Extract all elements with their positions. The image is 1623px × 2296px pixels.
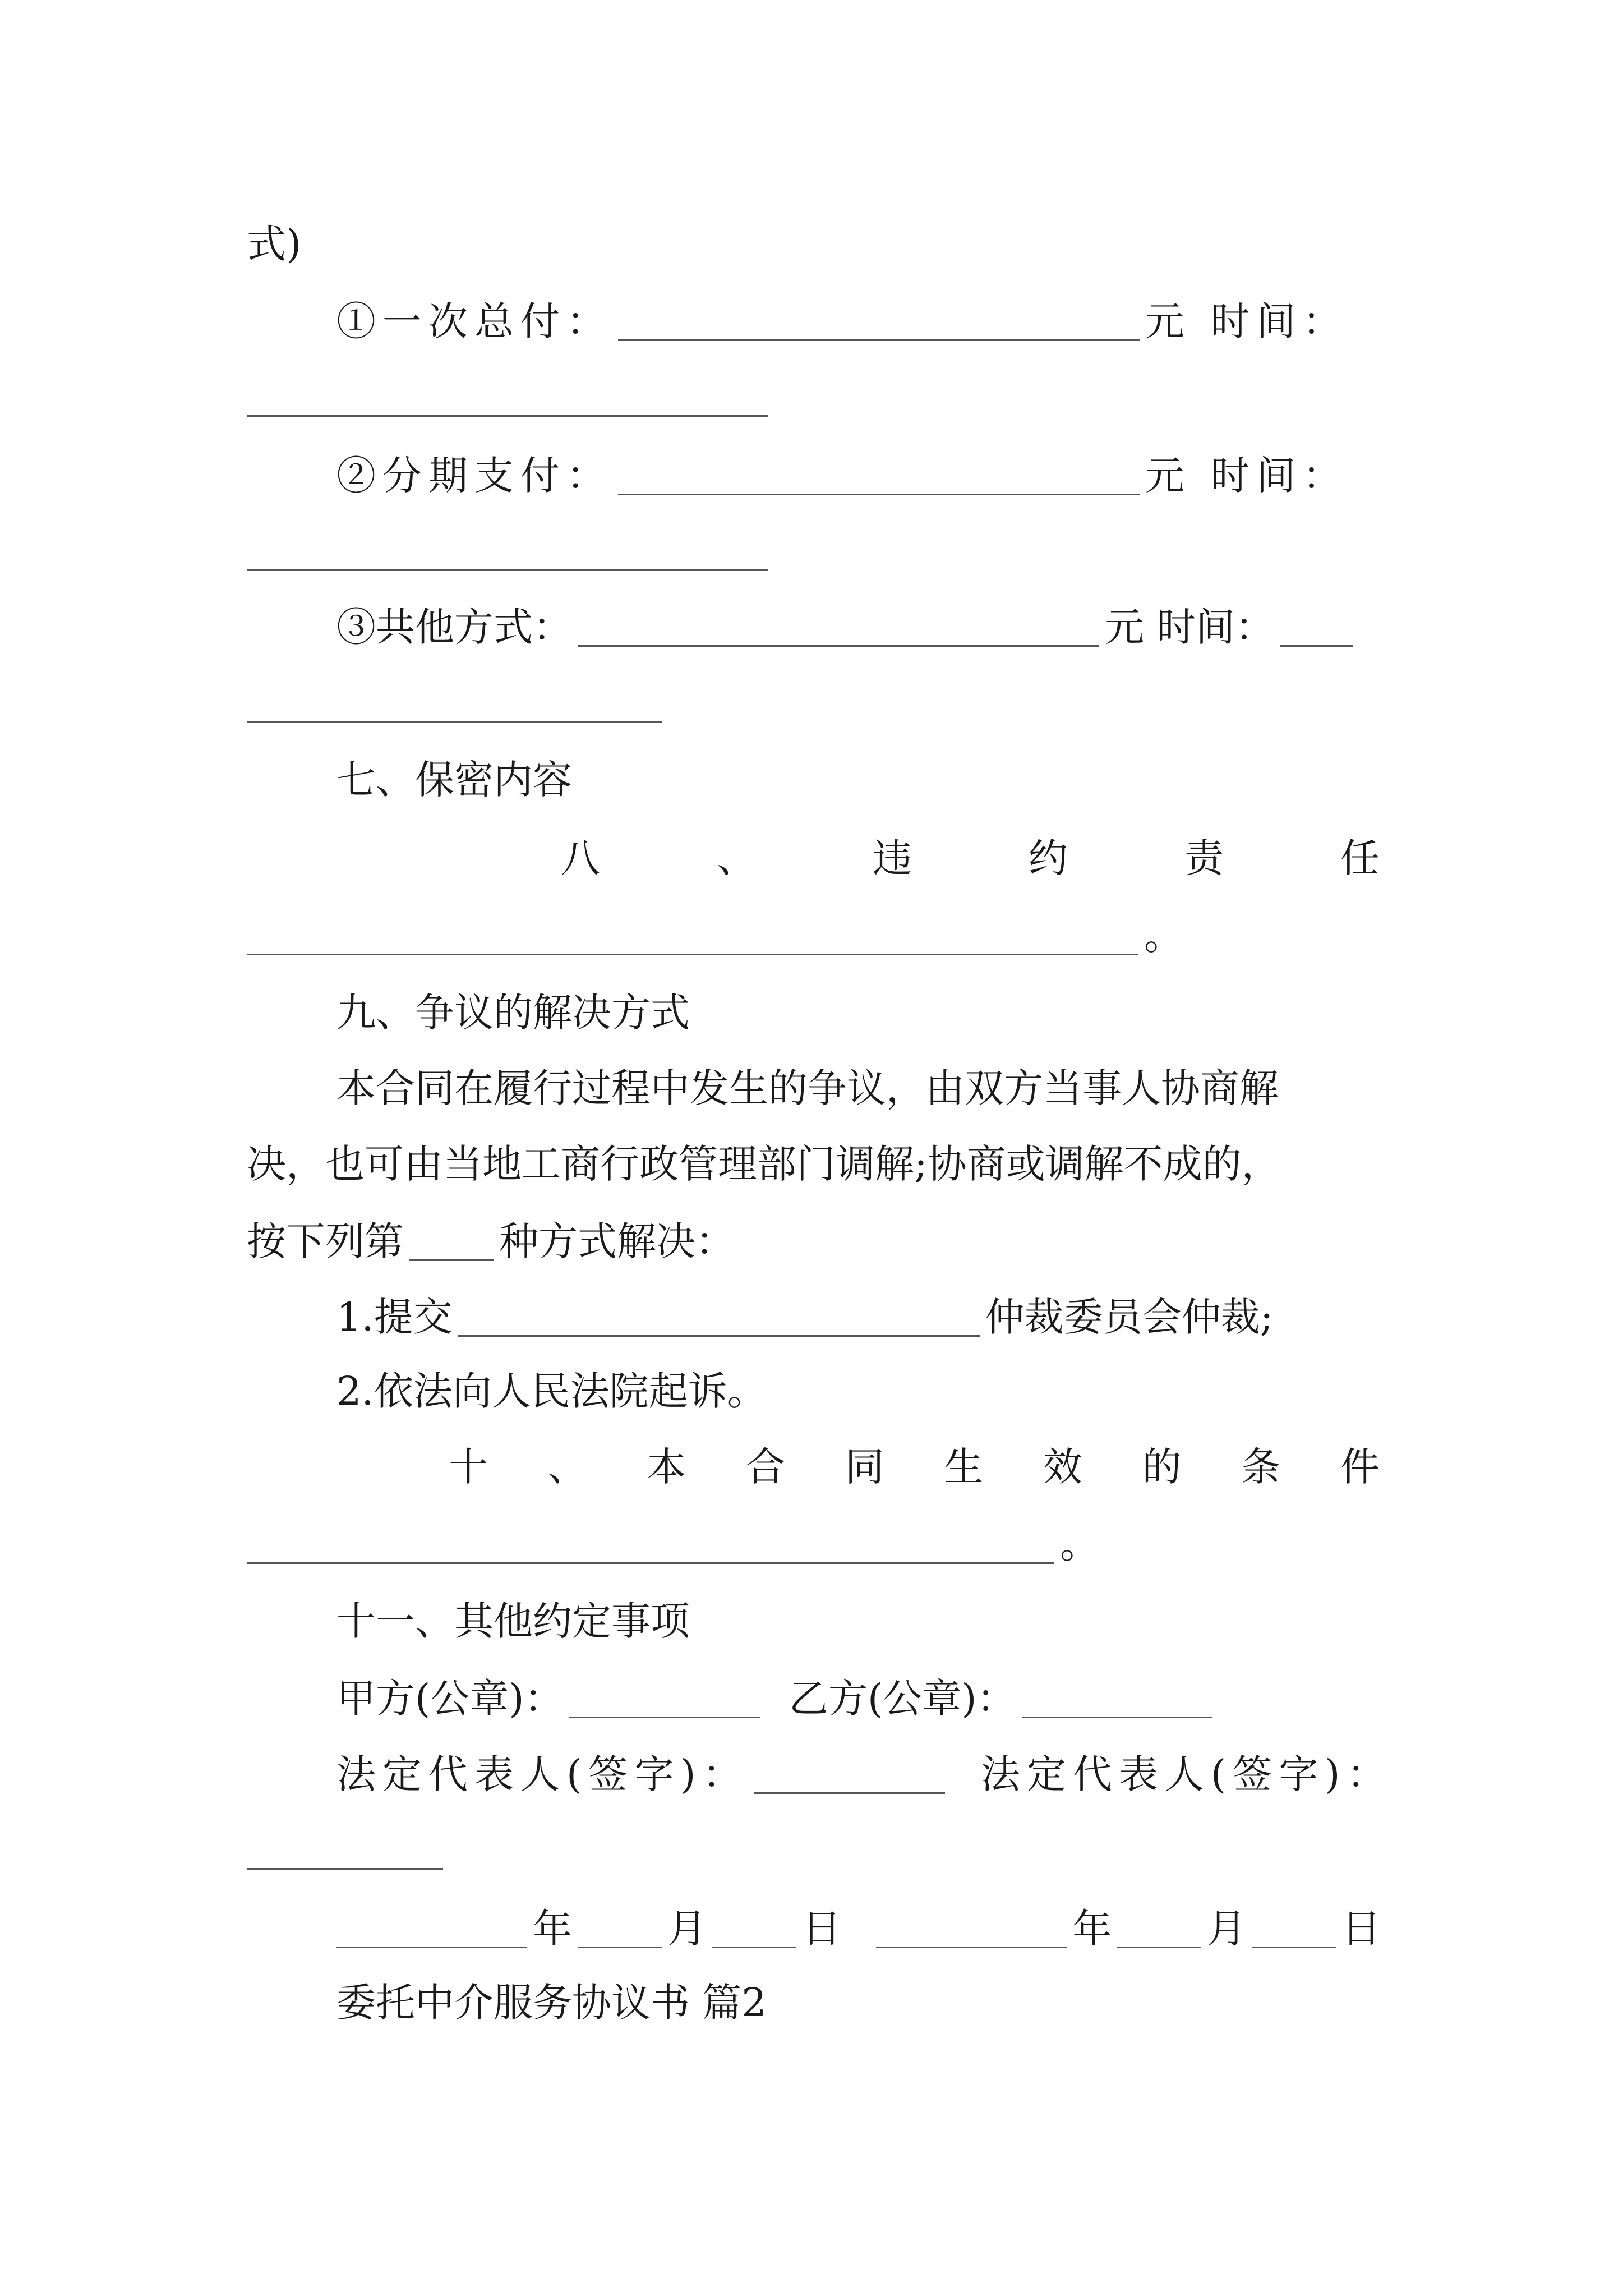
party-b-seal-blank[interactable] [1022, 1677, 1212, 1718]
paragraph-line: 本合同在履行过程中发生的争议，由双方当事人协商解 [336, 1065, 1279, 1111]
arbitration-committee-blank[interactable] [458, 1296, 980, 1337]
party-a-seal-label: 甲方(公章)： [336, 1676, 564, 1722]
time-blank-continued[interactable] [247, 721, 662, 723]
section-heading-spaced [561, 835, 1380, 881]
time-blank[interactable] [1280, 606, 1353, 647]
section-heading-spaced [449, 1444, 1380, 1490]
year-label: 年 [533, 1906, 572, 1952]
fill-line [247, 1521, 1380, 1567]
amount-blank[interactable] [618, 454, 1140, 495]
liability-blank[interactable] [247, 914, 1138, 955]
month-label: 月 [1207, 1906, 1247, 1952]
year-blank[interactable] [876, 1907, 1067, 1948]
payment-label: ①一次总付： [336, 298, 612, 344]
text-segment: 种方式解决： [499, 1218, 735, 1264]
party-b-rep-label: 法定代表人(签字)： [980, 1751, 1393, 1797]
month-blank[interactable] [1117, 1907, 1201, 1948]
char: 违 [873, 835, 912, 881]
day-blank[interactable] [1252, 1907, 1336, 1948]
char: 生 [944, 1444, 984, 1490]
section-heading: 九、争议的解决方式 [336, 990, 690, 1036]
payment-option-3 [336, 604, 1380, 650]
date-line [336, 1906, 1381, 1952]
effective-condition-blank[interactable] [247, 1523, 1054, 1564]
char: 条 [1241, 1444, 1281, 1490]
period: 。 [1144, 913, 1183, 959]
text-line: 式) [247, 221, 302, 267]
list-item: 2.依法向人民法院起诉。 [336, 1368, 767, 1414]
char: 责 [1184, 835, 1224, 881]
month-label: 月 [667, 1906, 707, 1952]
party-a-seal-blank[interactable] [569, 1677, 760, 1718]
party-a-rep-label: 法定代表人(签字)： [336, 1751, 749, 1797]
char: 合 [745, 1444, 785, 1490]
paragraph-line [247, 1218, 1380, 1264]
char: 十 [449, 1444, 488, 1490]
paragraph-line: 决，也可由当地工商行政管理部门调解;协商或调解不成的， [247, 1141, 1281, 1187]
year-label: 年 [1072, 1906, 1112, 1952]
char: 、 [717, 835, 756, 881]
fill-line [247, 913, 1380, 959]
day-label: 日 [1341, 1906, 1381, 1952]
section-heading: 十一、其他约定事项 [336, 1598, 690, 1644]
section-heading: 七、保密内容 [336, 757, 572, 803]
char: 八 [561, 835, 600, 881]
char: 效 [1043, 1444, 1082, 1490]
payment-label: ③共他方式： [336, 604, 572, 650]
signature-rep-line [336, 1751, 1393, 1797]
text-segment: 按下列第 [247, 1218, 404, 1264]
payment-option-1 [336, 298, 1380, 344]
payment-option-2 [336, 453, 1380, 499]
char: 、 [547, 1444, 587, 1490]
party-b-rep-blank[interactable] [247, 1868, 443, 1870]
char: 件 [1340, 1444, 1380, 1490]
text-segment: 1.提交 [336, 1294, 453, 1340]
char: 任 [1340, 835, 1380, 881]
char: 同 [845, 1444, 884, 1490]
day-blank[interactable] [712, 1907, 796, 1948]
char: 的 [1142, 1444, 1182, 1490]
period: 。 [1060, 1521, 1099, 1567]
signature-party-line [336, 1676, 1380, 1722]
text-segment: 仲裁委员会仲裁; [985, 1294, 1274, 1340]
list-item [336, 1294, 1380, 1340]
time-blank[interactable] [247, 415, 768, 417]
char: 本 [647, 1444, 686, 1490]
party-a-rep-blank[interactable] [754, 1753, 945, 1794]
char: 约 [1029, 835, 1068, 881]
amount-blank[interactable] [578, 606, 1099, 647]
payment-time-label: 元 时间： [1145, 453, 1349, 499]
party-b-seal-label: 乙方(公章)： [789, 1676, 1016, 1722]
payment-label: ②分期支付： [336, 453, 612, 499]
method-number-blank[interactable] [409, 1220, 494, 1261]
next-section-title: 委托中介服务协议书 篇2 [336, 1980, 767, 2026]
year-blank[interactable] [336, 1907, 527, 1948]
time-blank[interactable] [247, 569, 768, 571]
amount-blank[interactable] [618, 300, 1140, 341]
month-blank[interactable] [578, 1907, 662, 1948]
payment-time-label: 元 时间： [1105, 604, 1275, 650]
day-label: 日 [802, 1906, 841, 1952]
payment-time-label: 元 时间： [1145, 298, 1349, 344]
